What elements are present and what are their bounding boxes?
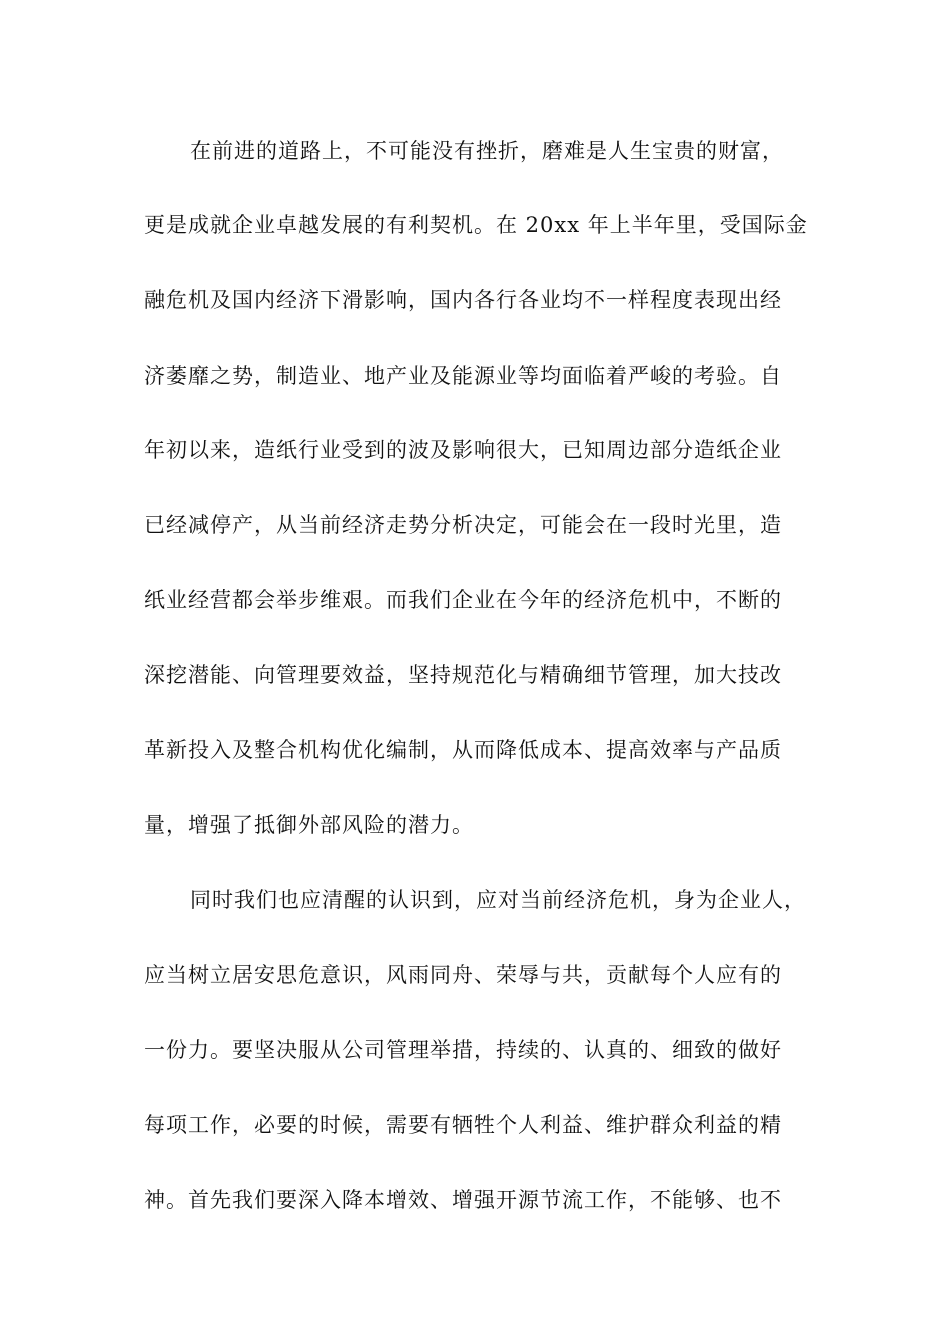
paragraph-2-line-5: 神。首先我们要深入降本增效、增强开源节流工作，不能够、也不 (144, 1188, 782, 1212)
paragraph-1-line-1: 在前进的道路上，不可能没有挫折，磨难是人生宝贵的财富， (190, 139, 784, 163)
paragraph-1-line-9: 革新投入及整合机构优化编制，从而降低成本、提高效率与产品质 (144, 738, 782, 762)
paragraph-1-line-6: 已经减停产，从当前经济走势分析决定，可能会在一段时光里，造 (144, 513, 782, 537)
paragraph-1-line-3: 融危机及国内经济下滑影响，国内各行各业均不一样程度表现出经 (144, 288, 782, 312)
paragraph-1-line-2: 更是成就企业卓越发展的有利契机。在 20xx 年上半年里，受国际金 (144, 213, 808, 237)
paragraph-2-line-4: 每项工作，必要的时候，需要有牺牲个人利益、维护群众利益的精 (144, 1113, 782, 1137)
paragraph-1-line-5: 年初以来，造纸行业受到的波及影响很大，已知周边部分造纸企业 (144, 438, 782, 462)
paragraph-2-line-3: 一份力。要坚决服从公司管理举措，持续的、认真的、细致的做好 (144, 1038, 782, 1062)
paragraph-1-line-4: 济萎靡之势，制造业、地产业及能源业等均面临着严峻的考验。自 (144, 364, 782, 388)
paragraph-2-line-2: 应当树立居安思危意识，风雨同舟、荣辱与共，贡献每个人应有的 (144, 963, 782, 987)
paragraph-1-line-7: 纸业经营都会举步维艰。而我们企业在今年的经济危机中，不断的 (144, 588, 782, 612)
paragraph-2-line-1: 同时我们也应清醒的认识到，应对当前经济危机，身为企业人， (190, 888, 806, 912)
paragraph-1-line-8: 深挖潜能、向管理要效益，坚持规范化与精确细节管理，加大技改 (144, 663, 782, 687)
paragraph-1-line-10: 量，增强了抵御外部风险的潜力。 (144, 813, 474, 837)
